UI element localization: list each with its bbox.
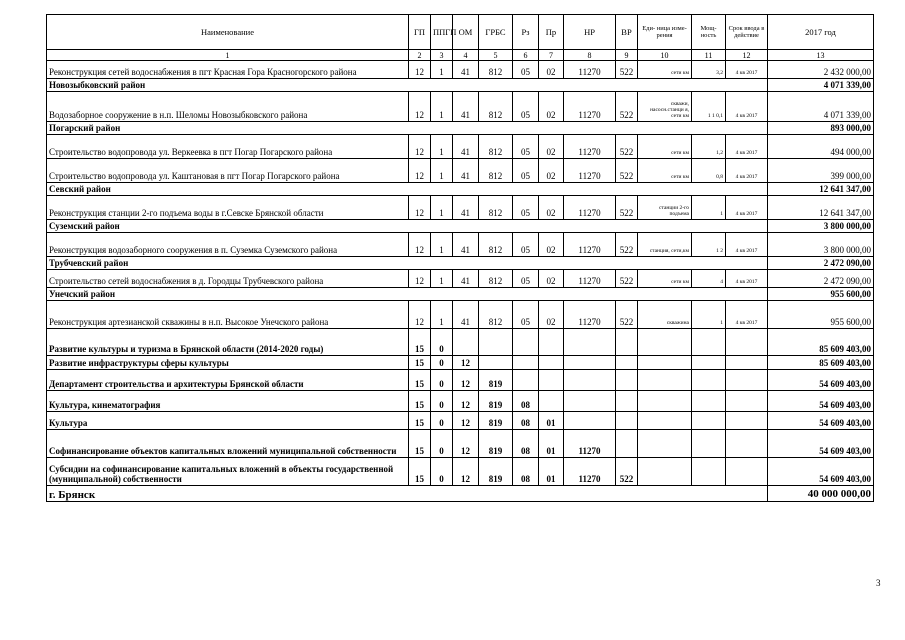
cell-rz: 05 — [513, 301, 539, 329]
city-row — [47, 486, 874, 502]
row-amount: 54 609 403,00 — [768, 430, 874, 458]
header-cell: Пр — [539, 15, 564, 50]
cell-gp: 15 — [409, 430, 431, 458]
cell-nr — [564, 356, 616, 370]
cell-gp: 12 — [409, 196, 431, 220]
cell-om — [453, 329, 479, 356]
row-amount: 3 800 000,00 — [768, 220, 874, 233]
table-row — [47, 159, 874, 183]
column-number: 9 — [616, 50, 638, 61]
row-name: Водозаборное сооружение в н.п. Шеломы Новозыбковского района — [47, 92, 409, 122]
row-name: Субсидии на софинансирование капитальных вложений в объекты государственной (муниципальной) собственности — [47, 458, 409, 486]
cell-rz: 05 — [513, 196, 539, 220]
district-row — [47, 288, 874, 301]
cell-rz: 05 — [513, 270, 539, 288]
cell-power: 3,2 — [692, 61, 726, 79]
header-cell: Еди- ница изме- рения — [638, 15, 692, 50]
district-row — [47, 79, 874, 92]
cell-pr — [539, 356, 564, 370]
cell-pr: 02 — [539, 196, 564, 220]
cell-unit: станции 2-го подъема — [638, 196, 692, 220]
table-row — [47, 92, 874, 122]
table-header-row — [47, 15, 874, 50]
row-name: Реконструкция станции 2-го подъема воды в г.Севске Брянской области — [47, 196, 409, 220]
cell-om: 12 — [453, 458, 479, 486]
cell-power: 4 — [692, 270, 726, 288]
header-cell: Мощ- ность — [692, 15, 726, 50]
cell-grbs — [479, 329, 513, 356]
row-amount: 494 000,00 — [768, 135, 874, 159]
cell-om: 12 — [453, 356, 479, 370]
cell-rz — [513, 356, 539, 370]
cell-vr: 522 — [616, 159, 638, 183]
cell-pr: 01 — [539, 430, 564, 458]
cell-pr: 02 — [539, 61, 564, 79]
cell-grbs: 812 — [479, 233, 513, 257]
column-number: 11 — [692, 50, 726, 61]
row-amount: 54 609 403,00 — [768, 412, 874, 430]
row-amount: 4 071 339,00 — [768, 92, 874, 122]
column-number: 3 — [431, 50, 453, 61]
row-amount: 54 609 403,00 — [768, 391, 874, 412]
cell-om: 41 — [453, 61, 479, 79]
cell-unit: сети км — [638, 270, 692, 288]
cell-term — [726, 356, 768, 370]
cell-grbs: 819 — [479, 430, 513, 458]
row-name: Трубчевский район — [47, 257, 768, 270]
row-name: Реконструкция сетей водоснабжения в пгт Красная Гора Красногорского района — [47, 61, 409, 79]
row-amount: 4 071 339,00 — [768, 79, 874, 92]
header-cell: ППГП — [431, 15, 453, 50]
cell-rz: 05 — [513, 61, 539, 79]
cell-gp: 12 — [409, 159, 431, 183]
column-number: 12 — [726, 50, 768, 61]
table-row — [47, 356, 874, 370]
cell-unit: сети км — [638, 159, 692, 183]
cell-vr: 522 — [616, 92, 638, 122]
cell-rz: 05 — [513, 92, 539, 122]
cell-rz: 08 — [513, 458, 539, 486]
cell-grbs: 812 — [479, 61, 513, 79]
table-row — [47, 196, 874, 220]
cell-term: 4 кв 2017 — [726, 61, 768, 79]
row-amount: 2 472 090,00 — [768, 257, 874, 270]
cell-rz — [513, 329, 539, 356]
cell-grbs: 812 — [479, 196, 513, 220]
cell-rz: 05 — [513, 135, 539, 159]
cell-pr: 02 — [539, 233, 564, 257]
cell-vr: 522 — [616, 233, 638, 257]
cell-unit: станция, сети,км — [638, 233, 692, 257]
cell-om: 41 — [453, 135, 479, 159]
cell-pr: 02 — [539, 135, 564, 159]
cell-gp: 12 — [409, 135, 431, 159]
cell-ppgp: 1 — [431, 61, 453, 79]
cell-unit — [638, 412, 692, 430]
row-name: Новозыбковский район — [47, 79, 768, 92]
header-cell: ВР — [616, 15, 638, 50]
row-name: Строительство сетей водоснабжения в д. Городцы Трубчевского района — [47, 270, 409, 288]
cell-nr: 11270 — [564, 196, 616, 220]
cell-power — [692, 412, 726, 430]
cell-term: 4 кв 2017 — [726, 159, 768, 183]
row-name: Культура, кинематография — [47, 391, 409, 412]
cell-gp: 12 — [409, 233, 431, 257]
row-amount: 85 609 403,00 — [768, 329, 874, 356]
cell-vr — [616, 430, 638, 458]
cell-ppgp: 1 — [431, 270, 453, 288]
table-row — [47, 301, 874, 329]
cell-power: 1,2 — [692, 135, 726, 159]
row-name: Суземский район — [47, 220, 768, 233]
table-row — [47, 270, 874, 288]
row-amount: 955 600,00 — [768, 301, 874, 329]
cell-term — [726, 458, 768, 486]
cell-term — [726, 329, 768, 356]
district-row — [47, 257, 874, 270]
cell-grbs — [479, 356, 513, 370]
cell-power: 1 — [692, 196, 726, 220]
cell-grbs: 819 — [479, 412, 513, 430]
header-cell: Наименование — [47, 15, 409, 50]
cell-gp: 15 — [409, 391, 431, 412]
district-row — [47, 220, 874, 233]
cell-power — [692, 329, 726, 356]
cell-ppgp: 1 — [431, 92, 453, 122]
cell-ppgp: 0 — [431, 430, 453, 458]
cell-gp: 12 — [409, 301, 431, 329]
cell-ppgp: 0 — [431, 391, 453, 412]
cell-nr: 11270 — [564, 159, 616, 183]
cell-om: 12 — [453, 391, 479, 412]
cell-ppgp: 1 — [431, 233, 453, 257]
cell-ppgp: 1 — [431, 196, 453, 220]
cell-term — [726, 370, 768, 391]
table-row — [47, 412, 874, 430]
cell-pr — [539, 329, 564, 356]
cell-term: 4 кв 2017 — [726, 270, 768, 288]
row-amount: 399 000,00 — [768, 159, 874, 183]
row-amount: 2 432 000,00 — [768, 61, 874, 79]
row-name: Реконструкция артезианской скважины в н.п. Высокое Унечского района — [47, 301, 409, 329]
row-name: г. Брянск — [47, 486, 768, 502]
cell-term: 4 кв 2017 — [726, 196, 768, 220]
cell-vr: 522 — [616, 270, 638, 288]
header-cell: Срок ввода в действие — [726, 15, 768, 50]
cell-nr — [564, 329, 616, 356]
header-cell: ГРБС — [479, 15, 513, 50]
cell-unit: сети км — [638, 61, 692, 79]
cell-ppgp: 0 — [431, 370, 453, 391]
cell-pr: 02 — [539, 301, 564, 329]
cell-power — [692, 458, 726, 486]
cell-pr — [539, 370, 564, 391]
cell-ppgp: 0 — [431, 356, 453, 370]
row-amount: 893 000,00 — [768, 122, 874, 135]
cell-grbs: 812 — [479, 159, 513, 183]
row-amount: 12 641 347,00 — [768, 183, 874, 196]
cell-grbs: 812 — [479, 301, 513, 329]
column-number: 10 — [638, 50, 692, 61]
column-number: 6 — [513, 50, 539, 61]
column-number: 1 — [47, 50, 409, 61]
cell-term: 4 кв 2017 — [726, 135, 768, 159]
cell-grbs: 819 — [479, 458, 513, 486]
row-amount: 54 609 403,00 — [768, 370, 874, 391]
column-number: 5 — [479, 50, 513, 61]
column-number-row — [47, 50, 874, 61]
cell-power — [692, 370, 726, 391]
cell-pr: 02 — [539, 159, 564, 183]
cell-unit — [638, 458, 692, 486]
cell-term: 4 кв 2017 — [726, 301, 768, 329]
table-body — [47, 61, 874, 502]
cell-unit — [638, 329, 692, 356]
column-number: 13 — [768, 50, 874, 61]
header-cell: Рз — [513, 15, 539, 50]
cell-nr: 11270 — [564, 430, 616, 458]
table-row — [47, 329, 874, 356]
header-cell: НР — [564, 15, 616, 50]
row-name: Строительство водопровода ул. Веркеевка в пгт Погар Погарского района — [47, 135, 409, 159]
header-cell: ГП — [409, 15, 431, 50]
cell-gp: 12 — [409, 61, 431, 79]
cell-rz: 08 — [513, 430, 539, 458]
row-name: Софинансирование объектов капитальных вложений муниципальной собственности — [47, 430, 409, 458]
cell-nr — [564, 412, 616, 430]
cell-om: 41 — [453, 92, 479, 122]
cell-rz: 05 — [513, 233, 539, 257]
row-amount: 12 641 347,00 — [768, 196, 874, 220]
cell-rz: 08 — [513, 391, 539, 412]
table-row — [47, 233, 874, 257]
cell-term — [726, 391, 768, 412]
cell-grbs: 819 — [479, 370, 513, 391]
row-name: Унечский район — [47, 288, 768, 301]
cell-vr — [616, 356, 638, 370]
table-row — [47, 370, 874, 391]
row-name: Севский район — [47, 183, 768, 196]
cell-power — [692, 391, 726, 412]
cell-vr: 522 — [616, 135, 638, 159]
cell-rz: 05 — [513, 159, 539, 183]
cell-grbs: 819 — [479, 391, 513, 412]
cell-vr — [616, 370, 638, 391]
row-amount: 955 600,00 — [768, 288, 874, 301]
table-row — [47, 135, 874, 159]
cell-power — [692, 430, 726, 458]
cell-pr: 02 — [539, 92, 564, 122]
cell-gp: 15 — [409, 412, 431, 430]
header-cell: ОМ — [453, 15, 479, 50]
cell-power: 1 1 0,1 — [692, 92, 726, 122]
row-amount: 85 609 403,00 — [768, 356, 874, 370]
row-amount: 54 609 403,00 — [768, 458, 874, 486]
cell-unit — [638, 370, 692, 391]
budget-table — [46, 14, 874, 502]
row-name: Строительство водопровода ул. Каштановая в пгт Погар Погарского района — [47, 159, 409, 183]
cell-pr: 02 — [539, 270, 564, 288]
cell-vr — [616, 412, 638, 430]
cell-unit — [638, 391, 692, 412]
column-number: 4 — [453, 50, 479, 61]
cell-vr: 522 — [616, 196, 638, 220]
column-number: 7 — [539, 50, 564, 61]
cell-gp: 15 — [409, 329, 431, 356]
cell-nr — [564, 391, 616, 412]
district-row — [47, 183, 874, 196]
row-name: Департамент строительства и архитектуры Брянской области — [47, 370, 409, 391]
cell-nr: 11270 — [564, 233, 616, 257]
cell-grbs: 812 — [479, 92, 513, 122]
cell-power: 1 2 — [692, 233, 726, 257]
cell-om: 12 — [453, 430, 479, 458]
cell-vr — [616, 329, 638, 356]
cell-ppgp: 0 — [431, 458, 453, 486]
cell-vr — [616, 391, 638, 412]
cell-power — [692, 356, 726, 370]
cell-gp: 12 — [409, 92, 431, 122]
cell-pr: 01 — [539, 412, 564, 430]
cell-vr: 522 — [616, 61, 638, 79]
cell-term — [726, 430, 768, 458]
table-row — [47, 458, 874, 486]
cell-pr — [539, 391, 564, 412]
cell-nr: 11270 — [564, 135, 616, 159]
district-row — [47, 122, 874, 135]
cell-ppgp: 1 — [431, 301, 453, 329]
cell-grbs: 812 — [479, 135, 513, 159]
page-number: 3 — [876, 578, 881, 588]
table-row — [47, 430, 874, 458]
cell-ppgp: 0 — [431, 329, 453, 356]
cell-nr: 11270 — [564, 92, 616, 122]
cell-om: 41 — [453, 301, 479, 329]
cell-rz: 08 — [513, 412, 539, 430]
row-name: Культура — [47, 412, 409, 430]
row-amount: 40 000 000,00 — [768, 486, 874, 502]
cell-nr: 11270 — [564, 458, 616, 486]
cell-om: 41 — [453, 233, 479, 257]
cell-ppgp: 1 — [431, 135, 453, 159]
cell-gp: 15 — [409, 370, 431, 391]
cell-pr: 01 — [539, 458, 564, 486]
cell-unit — [638, 356, 692, 370]
cell-term: 4 кв 2017 — [726, 233, 768, 257]
cell-ppgp: 0 — [431, 412, 453, 430]
cell-om: 12 — [453, 370, 479, 391]
row-name: Развитие инфраструктуры сферы культуры — [47, 356, 409, 370]
cell-power: 0,8 — [692, 159, 726, 183]
column-number: 8 — [564, 50, 616, 61]
row-amount: 3 800 000,00 — [768, 233, 874, 257]
column-number: 2 — [409, 50, 431, 61]
cell-unit: сети км — [638, 135, 692, 159]
cell-power: 1 — [692, 301, 726, 329]
cell-nr — [564, 370, 616, 391]
cell-unit — [638, 430, 692, 458]
cell-vr: 522 — [616, 301, 638, 329]
table-row — [47, 61, 874, 79]
cell-unit: скважина — [638, 301, 692, 329]
row-name: Развитие культуры и туризма в Брянской области (2014-2020 годы) — [47, 329, 409, 356]
cell-om: 41 — [453, 159, 479, 183]
cell-nr: 11270 — [564, 270, 616, 288]
row-amount: 2 472 090,00 — [768, 270, 874, 288]
cell-om: 41 — [453, 196, 479, 220]
cell-vr: 522 — [616, 458, 638, 486]
cell-term — [726, 412, 768, 430]
cell-om: 41 — [453, 270, 479, 288]
table-row — [47, 391, 874, 412]
cell-gp: 15 — [409, 356, 431, 370]
cell-gp: 15 — [409, 458, 431, 486]
cell-nr: 11270 — [564, 301, 616, 329]
header-cell: 2017 год — [768, 15, 874, 50]
cell-om: 12 — [453, 412, 479, 430]
cell-grbs: 812 — [479, 270, 513, 288]
cell-term: 4 кв 2017 — [726, 92, 768, 122]
cell-gp: 12 — [409, 270, 431, 288]
row-name: Погарский район — [47, 122, 768, 135]
cell-nr: 11270 — [564, 61, 616, 79]
cell-rz — [513, 370, 539, 391]
cell-unit: скважи, насосн.станци я, сети км — [638, 92, 692, 122]
cell-ppgp: 1 — [431, 159, 453, 183]
row-name: Реконструкция водозаборного сооружения в п. Суземка Суземского района — [47, 233, 409, 257]
